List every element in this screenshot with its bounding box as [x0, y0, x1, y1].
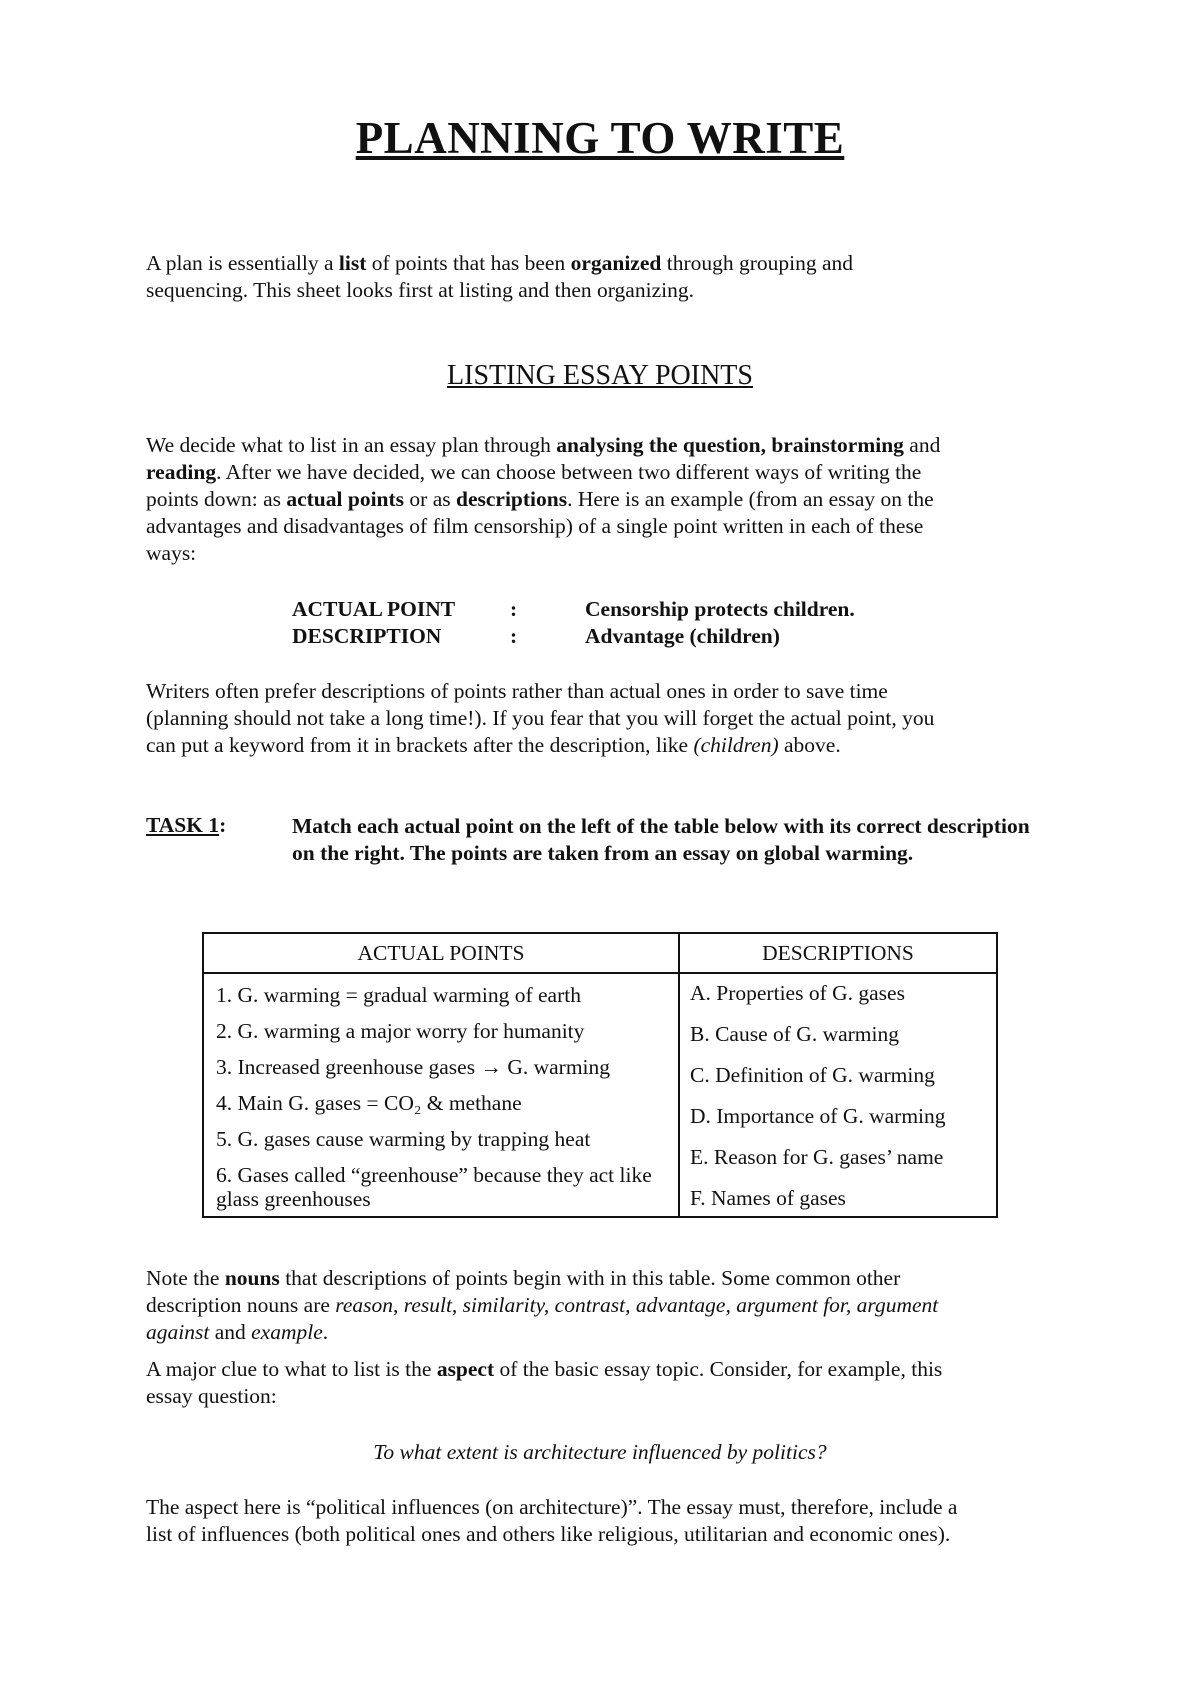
intro-text: A plan is essentially a — [146, 251, 339, 275]
aspect-line-2: list of influences (both political ones and others like religious, utilitarian and economic ones). — [146, 1522, 951, 1546]
note-italic: against — [146, 1320, 210, 1344]
decide-text: and — [903, 433, 941, 457]
decide-line-3 — [146, 486, 1066, 513]
intro-line-2: sequencing. This sheet looks first at listing and then organizing. — [146, 278, 694, 302]
example-sep-2: : — [510, 624, 518, 648]
decide-line-1 — [146, 432, 1066, 459]
decide-text: points down: as — [146, 487, 287, 511]
description-item: E. Reason for G. gases’ name — [690, 1145, 944, 1169]
example-label-description: DESCRIPTION — [292, 624, 442, 648]
clue-line-2: essay question: — [146, 1384, 277, 1408]
decide-line-5: ways: — [146, 541, 197, 565]
note-line-1 — [146, 1265, 1066, 1292]
note-bold-nouns: nouns — [224, 1266, 280, 1290]
section-heading: LISTING ESSAY POINTS — [447, 360, 753, 391]
decide-text: . After we have decided, we can choose between two different ways of writing the — [216, 460, 922, 484]
decide-bold: reading — [146, 460, 217, 484]
note-text: description nouns are — [146, 1293, 336, 1317]
descriptions-cell — [679, 973, 997, 1217]
actual-point-item: 3. Increased greenhouse gases → G. warming — [216, 1055, 611, 1079]
actual-point-item: 2. G. warming a major worry for humanity — [216, 1019, 585, 1043]
decide-bold: descriptions — [456, 487, 568, 511]
matching-table — [202, 932, 998, 1218]
note-italic: reason, result, similarity, contrast, advantage, argument for, argument — [335, 1293, 939, 1317]
clue-text: of the basic essay topic. Consider, for example, this — [494, 1357, 943, 1381]
table-header-row — [203, 933, 997, 973]
description-item: F. Names of gases — [690, 1186, 846, 1210]
actual-points-cell — [203, 973, 679, 1217]
description-item: D. Importance of G. warming — [690, 1104, 946, 1128]
writers-line-1: Writers often prefer descriptions of points rather than actual ones in order to save time — [146, 679, 888, 703]
writers-text: above. — [778, 733, 841, 757]
table-body-row — [203, 973, 997, 1217]
decide-line-4: advantages and disadvantages of film censorship) of a single point written in each of these — [146, 514, 924, 538]
clue-text: A major clue to what to list is the — [146, 1357, 437, 1381]
actual-point-item: 5. G. gases cause warming by trapping heat — [216, 1127, 591, 1151]
actual-point-item: 6. Gases called “greenhouse” because they act like glass greenhouses — [216, 1163, 652, 1211]
intro-bold-list: list — [338, 251, 367, 275]
decide-text: We decide what to list in an essay plan through — [146, 433, 557, 457]
example-label-actual: ACTUAL POINT — [292, 597, 456, 621]
intro-paragraph — [146, 250, 1066, 304]
note-italic: example — [251, 1320, 323, 1344]
note-text: and — [209, 1320, 252, 1344]
decide-paragraph — [146, 432, 1066, 567]
writers-text: can put a keyword from it in brackets after the description, like — [146, 733, 694, 757]
example-question: To what extent is architecture influenced by politics? — [373, 1440, 827, 1464]
clue-line-1 — [146, 1356, 1066, 1383]
header-actual-points: ACTUAL POINTS — [203, 933, 679, 973]
example-sep-1: : — [510, 597, 518, 621]
intro-text: of points that has been — [366, 251, 571, 275]
actual-point-item: 4. Main G. gases = CO₂ & methane — [216, 1091, 522, 1115]
decide-line-2 — [146, 459, 1066, 486]
intro-bold-organized: organized — [570, 251, 662, 275]
decide-text: . Here is an example (from an essay on the — [567, 487, 934, 511]
page-title: PLANNING TO WRITE — [355, 113, 845, 163]
decide-bold: analysing the question, brainstorming — [556, 433, 904, 457]
actual-point-item: 1. G. warming = gradual warming of earth — [216, 983, 581, 1007]
example-value-actual: Censorship protects children. — [585, 597, 855, 621]
task-colon: : — [219, 813, 227, 837]
aspect-line-1: The aspect here is “political influences (on architecture)”. The essay must, therefore, include a — [146, 1495, 958, 1519]
writers-line-2: (planning should not take a long time!). If you fear that you will forget the actual point, you — [146, 706, 935, 730]
aspect-paragraph — [146, 1494, 1066, 1548]
writers-italic: (children) — [693, 733, 779, 757]
note-line-3 — [146, 1319, 1066, 1346]
task-instructions: Match each actual point on the left of the table below with its correct description on the right. The points are taken from an essay on global warming. — [292, 814, 1030, 865]
writers-line-3 — [146, 732, 1066, 759]
intro-text: through grouping and — [661, 251, 854, 275]
clue-paragraph — [146, 1356, 1066, 1410]
task-label-text: TASK 1 — [146, 813, 220, 837]
description-item: C. Definition of G. warming — [690, 1063, 935, 1087]
task-label — [146, 813, 226, 838]
decide-bold: actual points — [286, 487, 405, 511]
decide-text: or as — [404, 487, 456, 511]
intro-line-1 — [146, 250, 1066, 277]
clue-bold-aspect: aspect — [436, 1357, 495, 1381]
description-item: A. Properties of G. gases — [690, 981, 905, 1005]
note-text: Note the — [146, 1266, 225, 1290]
note-line-2 — [146, 1292, 1066, 1319]
note-text: . — [322, 1320, 329, 1344]
header-descriptions: DESCRIPTIONS — [679, 933, 997, 973]
note-text: that descriptions of points begin with in this table. Some common other — [279, 1266, 901, 1290]
description-item: B. Cause of G. warming — [690, 1022, 899, 1046]
writers-paragraph — [146, 678, 1066, 759]
note-paragraph — [146, 1265, 1066, 1346]
example-value-description: Advantage (children) — [585, 624, 780, 648]
